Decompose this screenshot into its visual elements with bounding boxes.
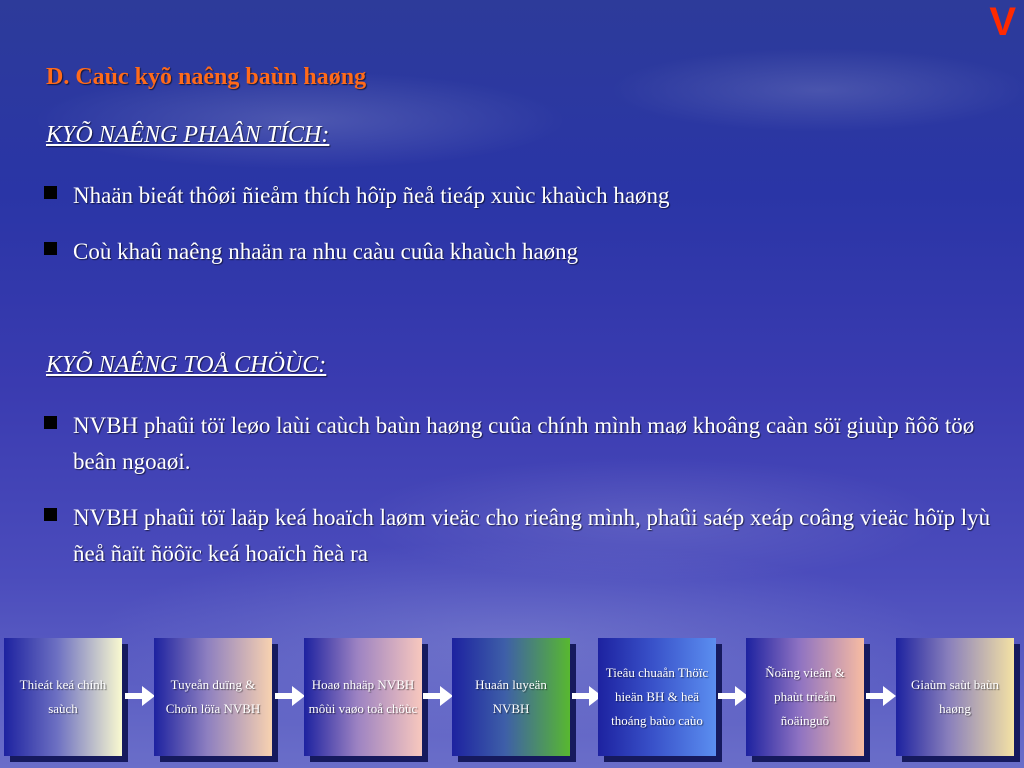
right-arrow-icon [125, 684, 155, 708]
analysis-bullet-1 [44, 178, 1014, 214]
organization-heading: KYÕ NAÊNG TOÅ CHÖÙC: [46, 352, 327, 378]
flow-step-7 [896, 638, 1014, 756]
flow-step-3 [304, 638, 422, 756]
right-arrow-icon [423, 684, 453, 708]
flow-step-label: Huaán luyeän NVBH [475, 677, 547, 716]
bullet-text: Nhaän bieát thôøi ñieåm thích hôïp ñeå tieáp xuùc khaùch haøng [73, 183, 670, 208]
right-arrow-icon [275, 684, 305, 708]
flow-step-1 [4, 638, 122, 756]
flow-step-5 [598, 638, 716, 756]
flow-step-label: Tieâu chuaån Thöïc hieän BH & heä thoáng baùo caùo [605, 665, 709, 728]
analysis-heading: KYÕ NAÊNG PHAÂN TÍCH: [46, 122, 330, 148]
bullet-text: NVBH phaûi töï laäp keá hoaïch laøm vieäc cho rieâng mình, phaûi saép xeáp coâng vieäc hôïp lyù ñeå ñaït ñöôïc keá hoaïch ñeà ra [73, 505, 991, 566]
square-bullet-icon [44, 186, 57, 199]
flow-step-6 [746, 638, 864, 756]
analysis-bullet-2 [44, 234, 1014, 270]
square-bullet-icon [44, 242, 57, 255]
flow-step-label: Tuyeån duïng & Choïn löïa NVBH [165, 677, 261, 716]
corner-mark: V [989, 0, 1016, 44]
organization-bullet-2 [44, 500, 1014, 572]
flow-step-label: Giaùm saùt baùn haøng [910, 677, 1000, 716]
flow-step-label: Hoaø nhaäp NVBH môùi vaøo toå chöùc [308, 677, 418, 716]
flow-step-4 [452, 638, 570, 756]
right-arrow-icon [718, 684, 748, 708]
square-bullet-icon [44, 416, 57, 429]
flow-step-2 [154, 638, 272, 756]
section-title: D. Caùc kyõ naêng baùn haøng [46, 64, 367, 90]
organization-bullet-1 [44, 408, 1014, 480]
process-flow [0, 638, 1024, 768]
bullet-text: Coù khaû naêng nhaän ra nhu caàu cuûa khaùch haøng [73, 239, 579, 264]
right-arrow-icon [866, 684, 896, 708]
bullet-text: NVBH phaûi töï leøo laùi caùch baùn haøng cuûa chính mình maø khoâng caàn söï giuùp ñôõ töø beân ngoaøi. [73, 413, 975, 474]
flow-step-label: Thieát keá chính saùch [19, 677, 107, 716]
flow-step-label: Ñoäng vieân & phaùt trieån ñoäinguõ [765, 665, 845, 728]
square-bullet-icon [44, 508, 57, 521]
